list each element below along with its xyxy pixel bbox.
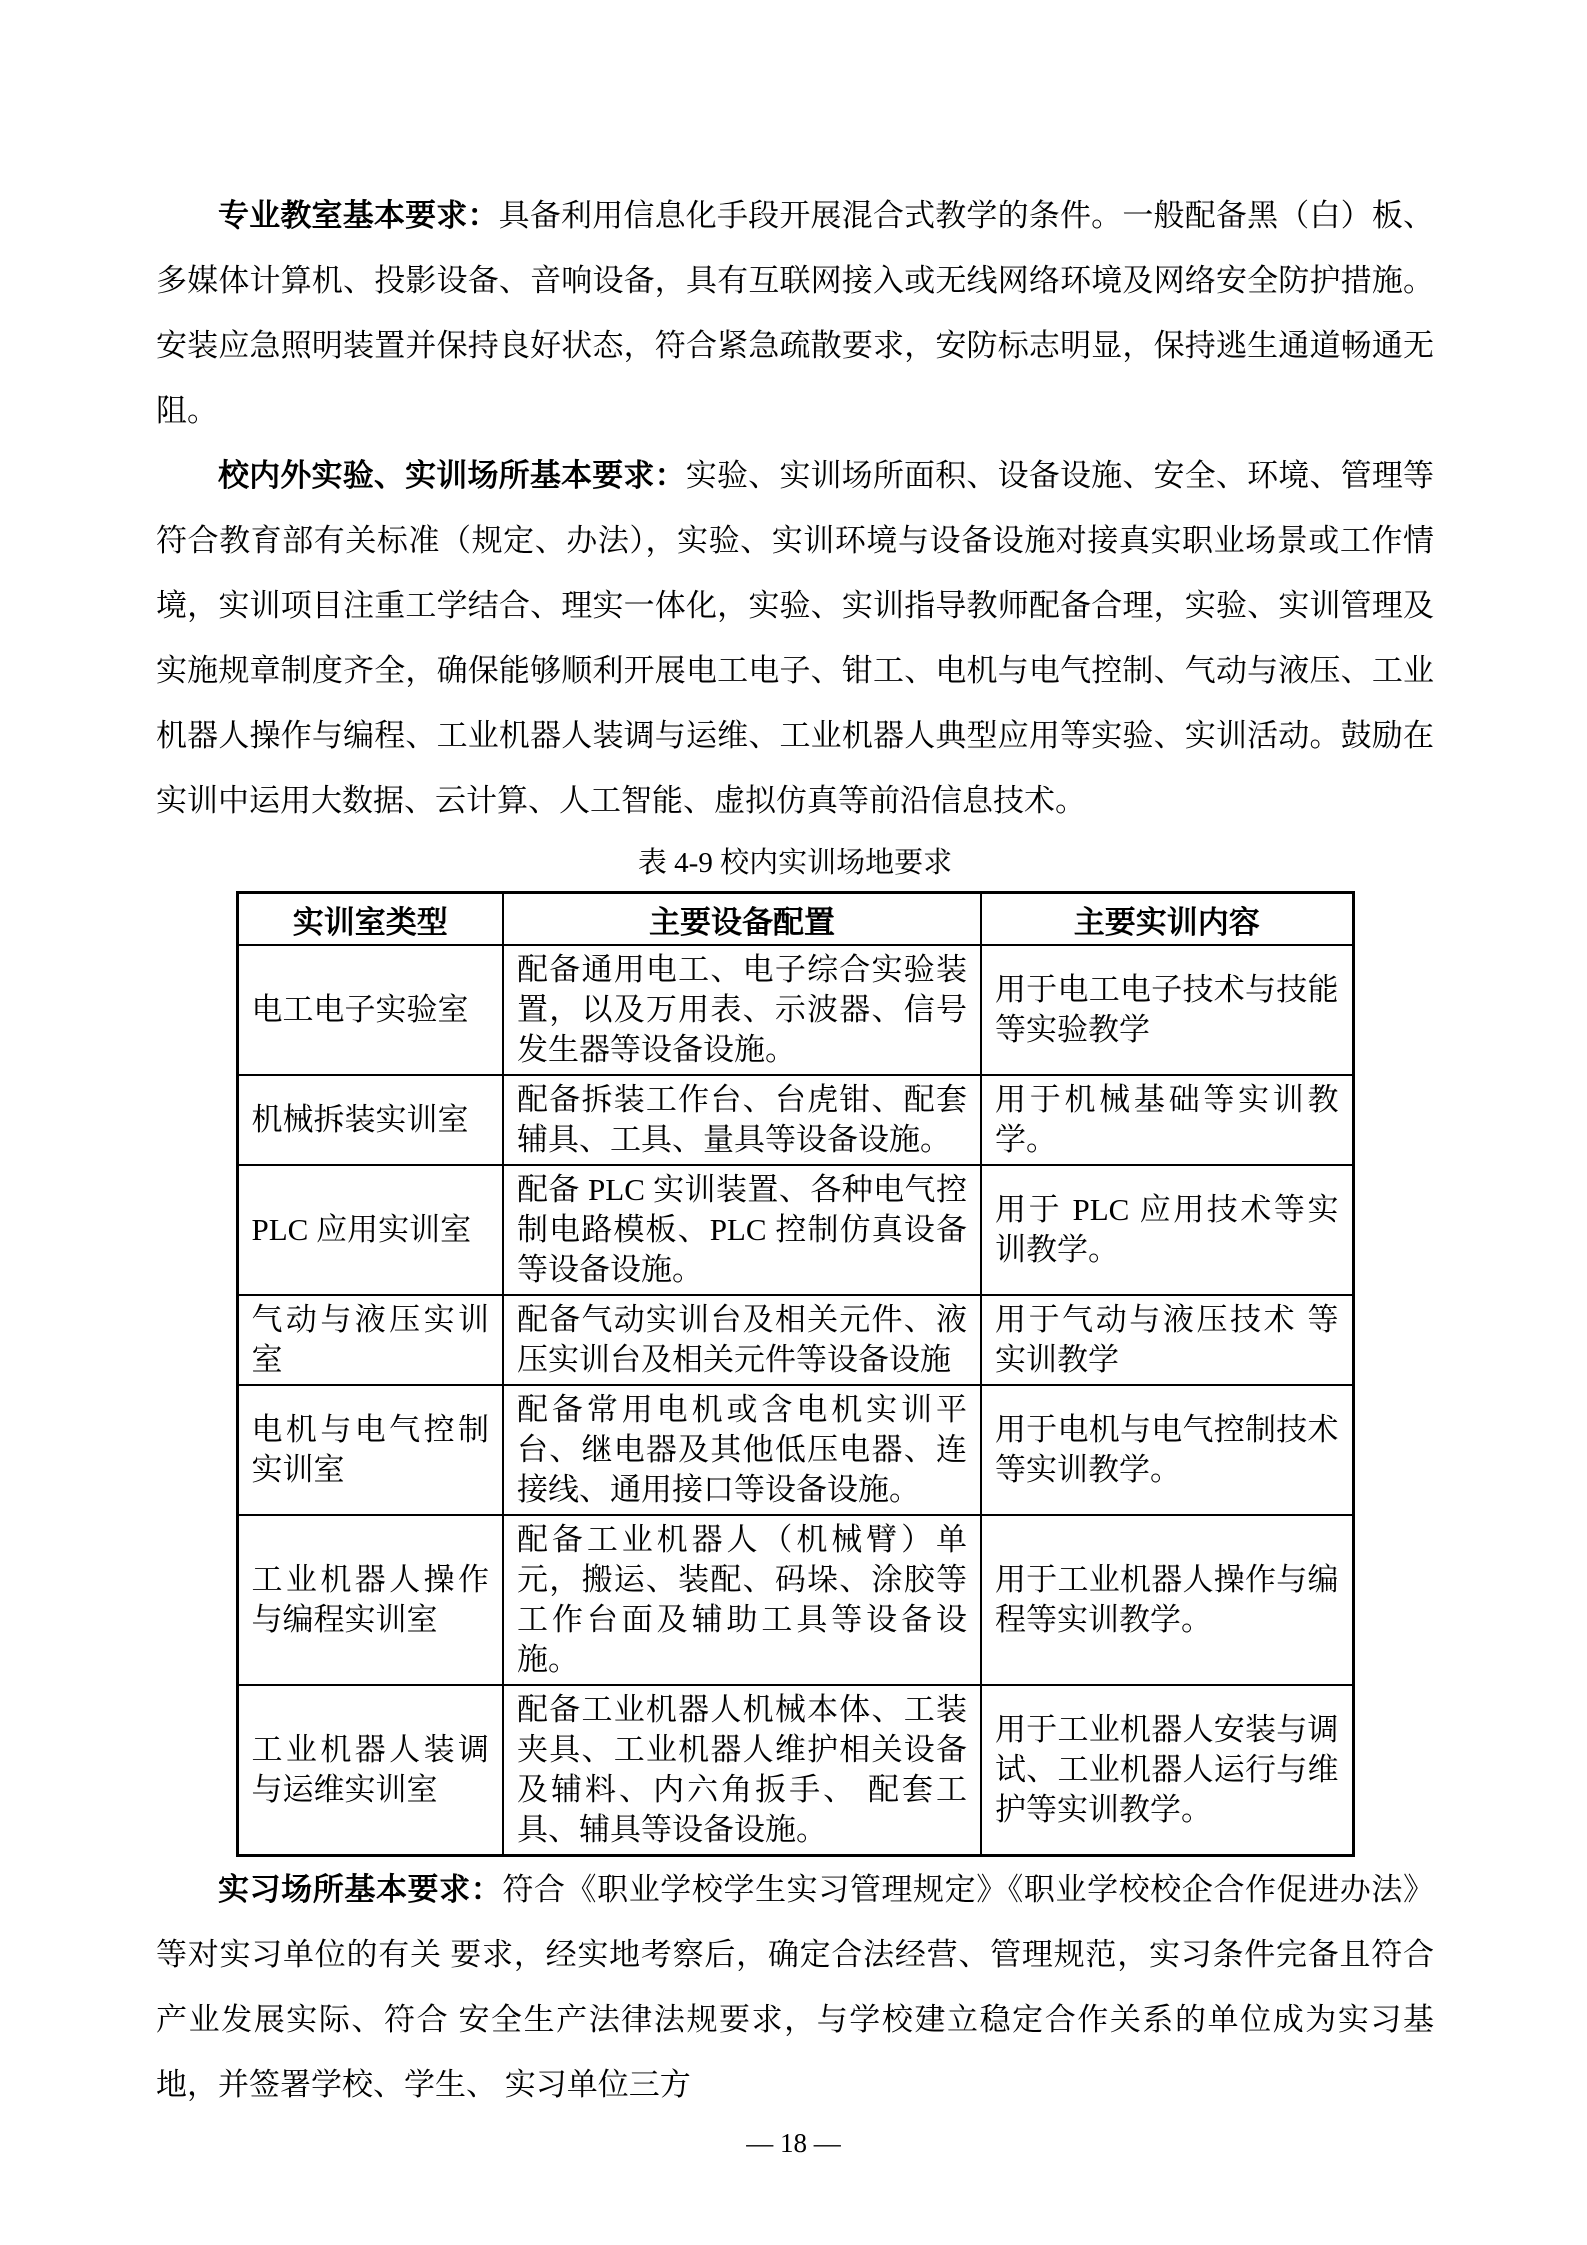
cell-training-content: 用于电机与电气控制技术等实训教学。 — [981, 1385, 1353, 1515]
cell-room-type: 工业机器人装调与运维实训室 — [237, 1685, 503, 1856]
cell-equipment: 配备拆装工作台、台虎钳、配套辅具、工具、量具等设备设施。 — [503, 1075, 981, 1165]
header-cell-training-content: 主要实训内容 — [981, 893, 1353, 946]
header-cell-room-type: 实训室类型 — [237, 893, 503, 946]
paragraph-lead: 校内外实验、实训场所基本要求： — [218, 458, 686, 493]
cell-room-type: 机械拆装实训室 — [237, 1075, 503, 1165]
table-row — [237, 1685, 1353, 1856]
paragraph-body: 实验、实训场所面积、设备设施、安全、环境、管理等符合教育部有关标准（规定、办法），实验、实训环境与设备设施对接真实职业场景或工作情境，实训项目注重工学结合、理实一体化，实验、实训指导教师配备合理，实验、实训管理及实施规章制度齐全，确保能够顺利开展电工电子、钳工、电机与电气控制、气动与液压、工业机器人操作与编程、工业机器人装调与运维、工业机器人典型应用等实验、实训活动。鼓励在实训中运用大数据、云计算、人工智能、虚拟仿真等前沿信息技术。 — [156, 458, 1434, 818]
table-row — [237, 1295, 1353, 1385]
table-row — [237, 945, 1353, 1075]
paragraph-classroom-requirements — [156, 183, 1434, 443]
cell-room-type: 工业机器人操作与编程实训室 — [237, 1515, 503, 1685]
table-row — [237, 1515, 1353, 1685]
cell-equipment: 配备工业机器人（机械臂）单元，搬运、装配、码垛、涂胶等工作台面及辅助工具等设备设施。 — [503, 1515, 981, 1685]
page-number: — 18 — — [746, 2128, 841, 2158]
table-row — [237, 1165, 1353, 1295]
cell-training-content: 用于电工电子技术与技能等实验教学 — [981, 945, 1353, 1075]
table-body — [237, 945, 1353, 1856]
paragraph-lead: 实习场所基本要求： — [218, 1872, 503, 1907]
paragraph-body: 具备利用信息化手段开展混合式教学的条件。一般配备黑（白）板、多媒体计算机、投影设备、音响设备，具有互联网接入或无线网络环境及网络安全防护措施。安装应急照明装置并保持良好状态，符合紧急疏散要求，安防标志明显，保持逃生通道畅通无阻。 — [156, 198, 1435, 428]
paragraph-lead: 专业教室基本要求： — [218, 198, 499, 233]
cell-room-type: PLC 应用实训室 — [237, 1165, 503, 1295]
table-header-row — [237, 893, 1353, 946]
paragraph-body: 符合《职业学校学生实习管理规定》《职业学校校企合作促进办法》等对实习单位的有关 要求，经实地考察后，确定合法经营、管理规范，实习条件完备且符合产业发展实际、符合 安全生产法律法规要求，与学校建立稳定合作关系的单位成为实习基地，并签署学校、学生、 实习单位三方 — [156, 1872, 1434, 2102]
paragraph-internship-requirements — [156, 1857, 1434, 2117]
page-content — [156, 183, 1434, 2117]
cell-equipment: 配备工业机器人机械本体、工装夹具、工业机器人维护相关设备及辅料、内六角扳手、 配套工具、辅具等设备设施。 — [503, 1685, 981, 1856]
table-header — [237, 893, 1353, 946]
training-site-table — [236, 891, 1355, 1857]
cell-room-type: 气动与液压实训室 — [237, 1295, 503, 1385]
header-cell-equipment: 主要设备配置 — [503, 893, 981, 946]
cell-training-content: 用于机械基础等实训教学。 — [981, 1075, 1353, 1165]
table-row — [237, 1075, 1353, 1165]
cell-room-type: 电工电子实验室 — [237, 945, 503, 1075]
cell-equipment: 配备 PLC 实训装置、各种电气控制电路模板、PLC 控制仿真设备等设备设施。 — [503, 1165, 981, 1295]
cell-equipment: 配备常用电机或含电机实训平台、继电器及其他低压电器、连接线、通用接口等设备设施。 — [503, 1385, 981, 1515]
cell-equipment: 配备通用电工、电子综合实验装置，以及万用表、示波器、信号发生器等设备设施。 — [503, 945, 981, 1075]
cell-training-content: 用于工业机器人安装与调试、工业机器人运行与维护等实训教学。 — [981, 1685, 1353, 1856]
cell-training-content: 用于工业机器人操作与编程等实训教学。 — [981, 1515, 1353, 1685]
cell-training-content: 用于气动与液压技术 等实训教学 — [981, 1295, 1353, 1385]
cell-training-content: 用于 PLC 应用技术等实训教学。 — [981, 1165, 1353, 1295]
cell-equipment: 配备气动实训台及相关元件、液压实训台及相关元件等设备设施 — [503, 1295, 981, 1385]
cell-room-type: 电机与电气控制实训室 — [237, 1385, 503, 1515]
table-caption: 表 4-9 校内实训场地要求 — [637, 847, 953, 879]
paragraph-training-site-requirements — [156, 443, 1434, 833]
table-row — [237, 1385, 1353, 1515]
